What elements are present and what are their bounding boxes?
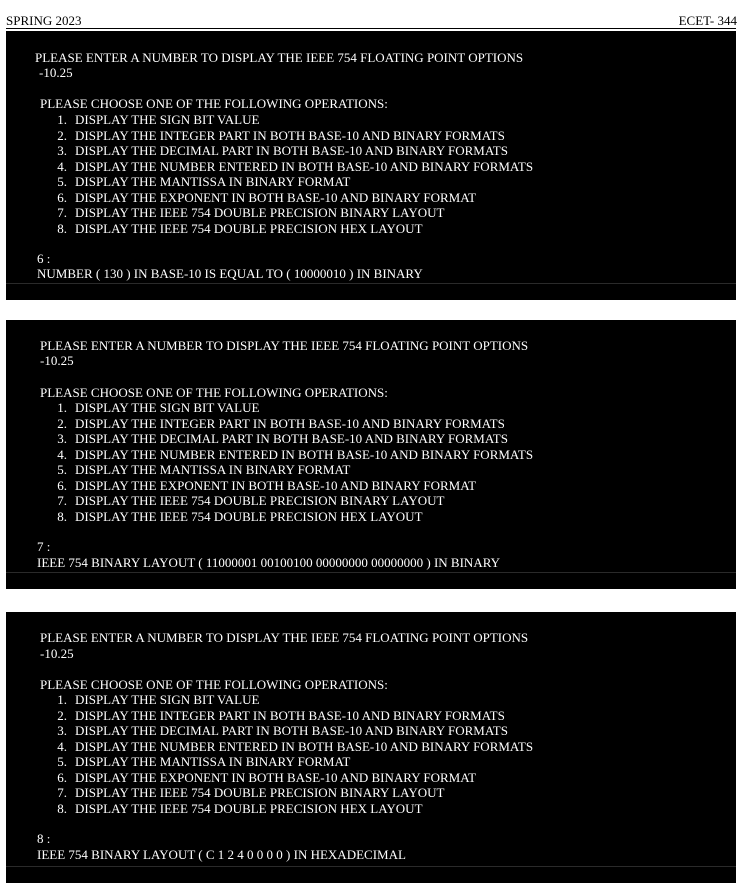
option-item	[49, 174, 351, 189]
option-item	[49, 112, 260, 127]
option-text: DISPLAY THE SIGN BIT VALUE	[75, 112, 260, 127]
option-text: DISPLAY THE MANTISSA IN BINARY FORMAT	[75, 462, 351, 477]
option-item	[49, 707, 505, 723]
option-item	[49, 692, 260, 707]
scroll-strip	[6, 866, 736, 883]
option-item	[49, 769, 477, 785]
option-text: DISPLAY THE DECIMAL PART IN BOTH BASE-10 AND BINARY FORMATS	[75, 723, 508, 738]
input-value: -10.25	[40, 353, 74, 368]
option-item	[49, 446, 534, 462]
option-number: 8.	[57, 508, 67, 524]
option-item	[49, 477, 477, 493]
choice-text: 6 :	[37, 251, 51, 266]
console-panel-1	[6, 31, 736, 299]
option-number: 6.	[57, 189, 67, 205]
option-item	[49, 493, 445, 508]
result-text: IEEE 754 BINARY LAYOUT ( C 1 2 4 0 0 0 0 ) IN HEXADECIMAL	[37, 847, 406, 862]
scroll-strip	[6, 283, 736, 300]
page-header-term: SPRING 2023	[6, 13, 82, 28]
option-text: DISPLAY THE IEEE 754 DOUBLE PRECISION BINARY LAYOUT	[75, 205, 445, 220]
option-text: DISPLAY THE INTEGER PART IN BOTH BASE-10 AND BINARY FORMATS	[75, 127, 505, 143]
option-text: DISPLAY THE MANTISSA IN BINARY FORMAT	[75, 754, 351, 769]
option-item	[49, 723, 508, 738]
option-text: DISPLAY THE EXPONENT IN BOTH BASE-10 AND BINARY FORMAT	[75, 189, 477, 205]
option-text: DISPLAY THE SIGN BIT VALUE	[75, 400, 260, 415]
console-panel-3	[6, 612, 736, 882]
option-text: DISPLAY THE IEEE 754 DOUBLE PRECISION HEX LAYOUT	[75, 220, 423, 236]
result-text: NUMBER ( 130 ) IN BASE-10 IS EQUAL TO ( 10000010 ) IN BINARY	[37, 266, 423, 281]
header-rule	[6, 28, 736, 29]
option-text: DISPLAY THE MANTISSA IN BINARY FORMAT	[75, 174, 351, 189]
menu-title: PLEASE CHOOSE ONE OF THE FOLLOWING OPERATIONS:	[40, 677, 388, 692]
option-text: DISPLAY THE INTEGER PART IN BOTH BASE-10 AND BINARY FORMATS	[75, 415, 505, 431]
option-number: 8.	[57, 220, 67, 236]
option-item	[49, 800, 423, 816]
prompt-text: PLEASE ENTER A NUMBER TO DISPLAY THE IEEE 754 FLOATING POINT OPTIONS	[40, 630, 529, 645]
option-text: DISPLAY THE EXPONENT IN BOTH BASE-10 AND BINARY FORMAT	[75, 477, 477, 493]
option-text: DISPLAY THE NUMBER ENTERED IN BOTH BASE-10 AND BINARY FORMATS	[75, 446, 534, 462]
option-item	[49, 462, 351, 477]
console-panel-2	[6, 320, 736, 589]
option-item	[49, 415, 505, 431]
option-item	[49, 785, 445, 800]
prompt-text: PLEASE ENTER A NUMBER TO DISPLAY THE IEEE 754 FLOATING POINT OPTIONS	[35, 50, 524, 65]
option-number: 7.	[57, 205, 67, 220]
option-number: 2.	[57, 707, 67, 723]
option-number: 3.	[57, 143, 67, 158]
option-number: 2.	[57, 127, 67, 143]
option-text: DISPLAY THE IEEE 754 DOUBLE PRECISION HEX LAYOUT	[75, 800, 423, 816]
option-number: 1.	[57, 692, 67, 707]
menu-title: PLEASE CHOOSE ONE OF THE FOLLOWING OPERATIONS:	[40, 96, 388, 111]
option-item	[49, 220, 423, 236]
option-number: 4.	[57, 446, 67, 462]
option-number: 3.	[57, 431, 67, 446]
option-text: DISPLAY THE DECIMAL PART IN BOTH BASE-10 AND BINARY FORMATS	[75, 431, 508, 446]
option-text: DISPLAY THE IEEE 754 DOUBLE PRECISION BINARY LAYOUT	[75, 785, 445, 800]
option-number: 2.	[57, 415, 67, 431]
option-text: DISPLAY THE IEEE 754 DOUBLE PRECISION HEX LAYOUT	[75, 508, 423, 524]
option-item	[49, 400, 260, 415]
option-item	[49, 158, 534, 174]
prompt-text: PLEASE ENTER A NUMBER TO DISPLAY THE IEEE 754 FLOATING POINT OPTIONS	[40, 338, 529, 353]
option-number: 4.	[57, 158, 67, 174]
option-item	[49, 143, 508, 158]
option-number: 3.	[57, 723, 67, 738]
option-number: 8.	[57, 800, 67, 816]
option-item	[49, 431, 508, 446]
option-number: 6.	[57, 477, 67, 493]
option-text: DISPLAY THE INTEGER PART IN BOTH BASE-10 AND BINARY FORMATS	[75, 707, 505, 723]
input-value: -10.25	[39, 65, 73, 80]
option-text: DISPLAY THE SIGN BIT VALUE	[75, 692, 260, 707]
option-number: 5.	[57, 754, 67, 769]
result-text: IEEE 754 BINARY LAYOUT ( 11000001 00100100 00000000 00000000 ) IN BINARY	[37, 555, 501, 570]
option-text: DISPLAY THE DECIMAL PART IN BOTH BASE-10 AND BINARY FORMATS	[75, 143, 508, 158]
menu-title: PLEASE CHOOSE ONE OF THE FOLLOWING OPERATIONS:	[40, 385, 388, 400]
choice-text: 8 :	[37, 831, 51, 846]
scroll-strip	[6, 572, 736, 589]
option-number: 7.	[57, 785, 67, 800]
option-text: DISPLAY THE NUMBER ENTERED IN BOTH BASE-10 AND BINARY FORMATS	[75, 738, 534, 754]
option-text: DISPLAY THE NUMBER ENTERED IN BOTH BASE-10 AND BINARY FORMATS	[75, 158, 534, 174]
option-number: 5.	[57, 174, 67, 189]
option-number: 4.	[57, 738, 67, 754]
option-item	[49, 205, 445, 220]
option-number: 6.	[57, 769, 67, 785]
choice-text: 7 :	[37, 539, 51, 554]
input-value: -10.25	[40, 646, 74, 661]
option-item	[49, 754, 351, 769]
page-header-course: ECET- 344	[678, 13, 737, 28]
option-text: DISPLAY THE EXPONENT IN BOTH BASE-10 AND BINARY FORMAT	[75, 769, 477, 785]
option-item	[49, 508, 423, 524]
option-number: 1.	[57, 400, 67, 415]
option-item	[49, 127, 505, 143]
option-number: 5.	[57, 462, 67, 477]
option-number: 1.	[57, 112, 67, 127]
option-number: 7.	[57, 493, 67, 508]
option-item	[49, 189, 477, 205]
option-item	[49, 738, 534, 754]
option-text: DISPLAY THE IEEE 754 DOUBLE PRECISION BINARY LAYOUT	[75, 493, 445, 508]
